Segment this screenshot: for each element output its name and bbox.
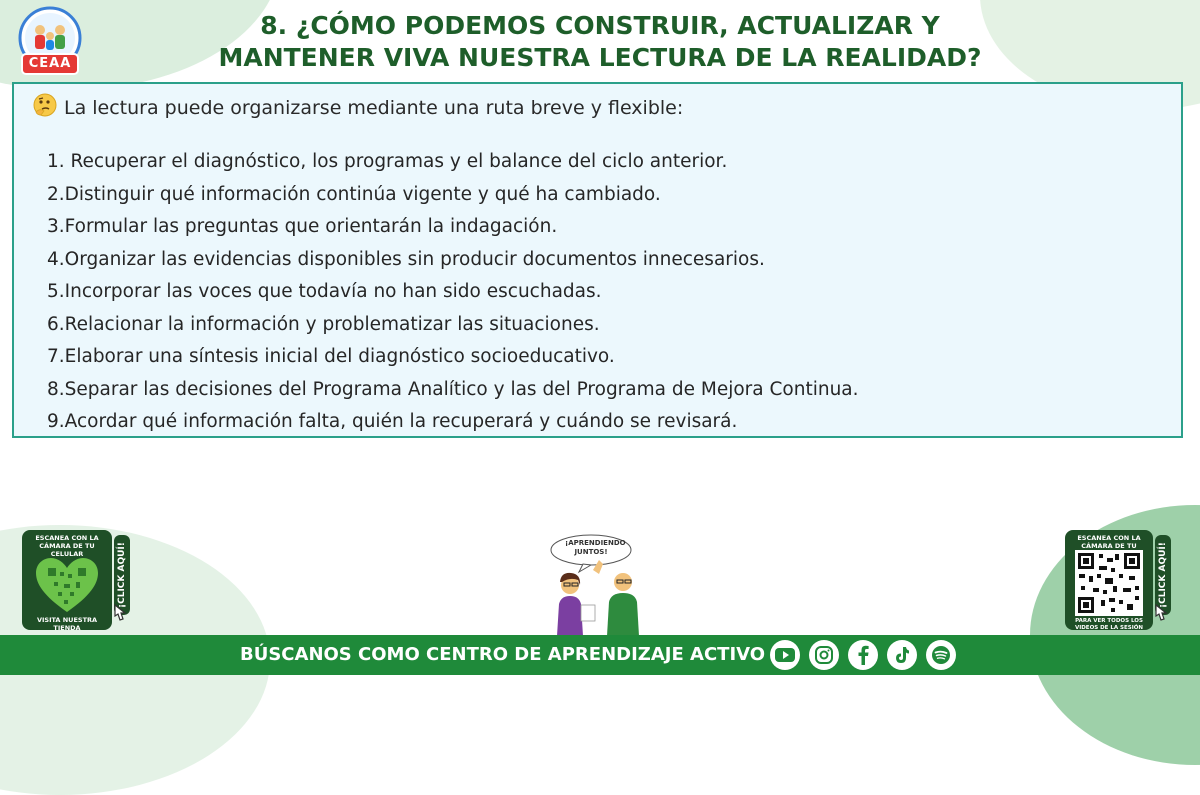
heart-qr-code — [34, 556, 100, 618]
footer-bar — [0, 635, 1200, 675]
steps-list — [47, 146, 859, 439]
step-item: 8.Separar las decisiones del Programa Analítico y las del Programa de Mejora Continua. — [47, 378, 859, 400]
step-item: 3.Formular las preguntas que orientarán la indagación. — [47, 216, 558, 237]
title-line-1: 8. ¿CÓMO PODEMOS CONSTRUIR, ACTUALIZAR Y — [260, 11, 940, 40]
tiktok-icon[interactable] — [887, 640, 917, 670]
videos-click-tab[interactable]: ¡CLICK AQUÍ! — [1155, 535, 1171, 615]
teachers-illustration — [545, 530, 655, 636]
step-item: 5.Incorporar las voces que todavía no han sido escuchadas. — [47, 281, 602, 302]
youtube-icon[interactable] — [770, 640, 800, 670]
store-pointer-hand-icon — [112, 603, 134, 627]
content-box — [12, 82, 1183, 438]
facebook-icon[interactable] — [848, 640, 878, 670]
store-click-tab[interactable]: ¡CLICK AQUÍ! — [114, 535, 130, 615]
step-item: 2.Distinguir qué información continúa vigente y qué ha cambiado. — [47, 183, 661, 205]
videos-qr-code — [1075, 550, 1143, 616]
instagram-icon[interactable] — [809, 640, 839, 670]
store-qr-top-label: ESCANEA CON LA CÁMARA DE TU CELULAR — [35, 534, 99, 558]
videos-qr-top-label: ESCANEA CON LA CÁMARA DE TU — [1077, 534, 1141, 550]
store-qr-card[interactable] — [22, 530, 112, 630]
step-item: 1. Recuperar el diagnóstico, los programas y el balance del ciclo anterior. — [47, 151, 728, 172]
logo-text: CEAA — [28, 56, 72, 71]
step-item: 6.Relacionar la información y problematizar las situaciones. — [47, 313, 600, 335]
step-item: 7.Elaborar una síntesis inicial del diagnóstico socioeducativo. — [47, 346, 615, 367]
page-title — [175, 10, 1025, 74]
step-item: 4.Organizar las evidencias disponibles sin producir documentos innecesarios. — [47, 248, 765, 270]
speech-bubble-text: ¡APRENDIENDO JUNTOS! — [565, 539, 626, 556]
intro-line — [32, 92, 683, 123]
store-qr-bottom-label: VISITA NUESTRA TIENDA — [36, 616, 98, 632]
videos-pointer-hand-icon — [1153, 603, 1175, 627]
ceaa-logo — [12, 4, 88, 80]
spotify-icon[interactable] — [926, 640, 956, 670]
step-item: 9.Acordar qué información falta, quién la recuperará y cuándo se revisará. — [47, 411, 738, 432]
videos-qr-card[interactable] — [1065, 530, 1153, 630]
thinking-face-icon — [32, 92, 58, 123]
intro-text: La lectura puede organizarse mediante una ruta breve y flexible: — [64, 96, 684, 119]
videos-qr-bottom-label: PARA VER TODOS LOS VIDEOS DE LA SESIÓN — [1074, 618, 1144, 631]
title-line-2: MANTENER VIVA NUESTRA LECTURA DE LA REALIDAD? — [218, 43, 982, 72]
footer-text: BÚSCANOS COMO CENTRO DE APRENDIZAJE ACTIVO — [240, 644, 766, 665]
